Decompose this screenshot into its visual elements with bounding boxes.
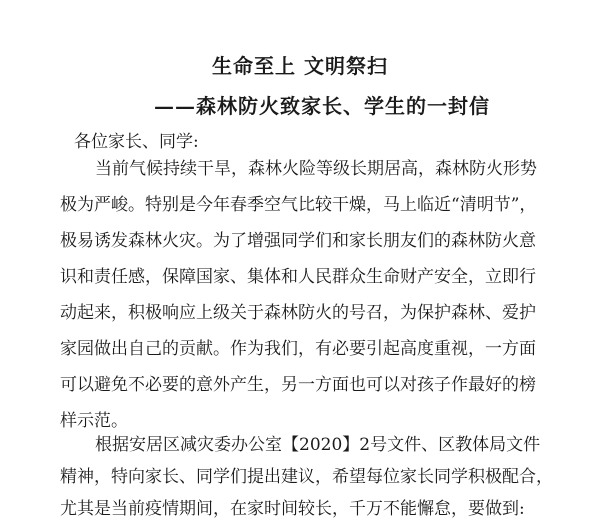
paragraph-line: 极易诱发森林火灾。为了增强同学们和家长朋友们的森林防火意 bbox=[60, 231, 536, 251]
salutation: 各位家长、同学: bbox=[74, 132, 199, 152]
paragraph-line: 动起来，积极响应上级关于森林防火的号召，为保护森林、爱护 bbox=[60, 303, 536, 323]
paragraph-line: 家园做出自己的贡献。作为我们，有必要引起高度重视，一方面 bbox=[60, 339, 536, 359]
paragraph-line: 当前气候持续干旱，森林火险等级长期居高，森林防火形势 bbox=[95, 159, 537, 179]
paragraph-line: 识和责任感，保障国家、集体和人民群众生命财产安全，立即行 bbox=[60, 267, 536, 287]
paragraph-line: 样示范。 bbox=[60, 411, 128, 431]
document-title: 生命至上 文明祭扫 bbox=[212, 54, 388, 78]
paragraph-line: 尤其是当前疫情期间，在家时间较长，千万不能懈怠，要做到: bbox=[60, 499, 525, 519]
paragraph-line: 可以避免不必要的意外产生，另一方面也可以对孩子作最好的榜 bbox=[60, 375, 536, 395]
document-subtitle: ——森林防火致家长、学生的一封信 bbox=[154, 94, 490, 118]
paragraph-line: 极为严峻。特别是今年春季空气比较干燥，马上临近“清明节”， bbox=[60, 195, 537, 215]
paragraph-line: 精神，特向家长、同学们提出建议，希望每位家长同学积极配合， bbox=[60, 467, 553, 487]
paragraph-line: 根据安居区减灾委办公室【2020】2号文件、区教体局文件 bbox=[95, 435, 541, 455]
